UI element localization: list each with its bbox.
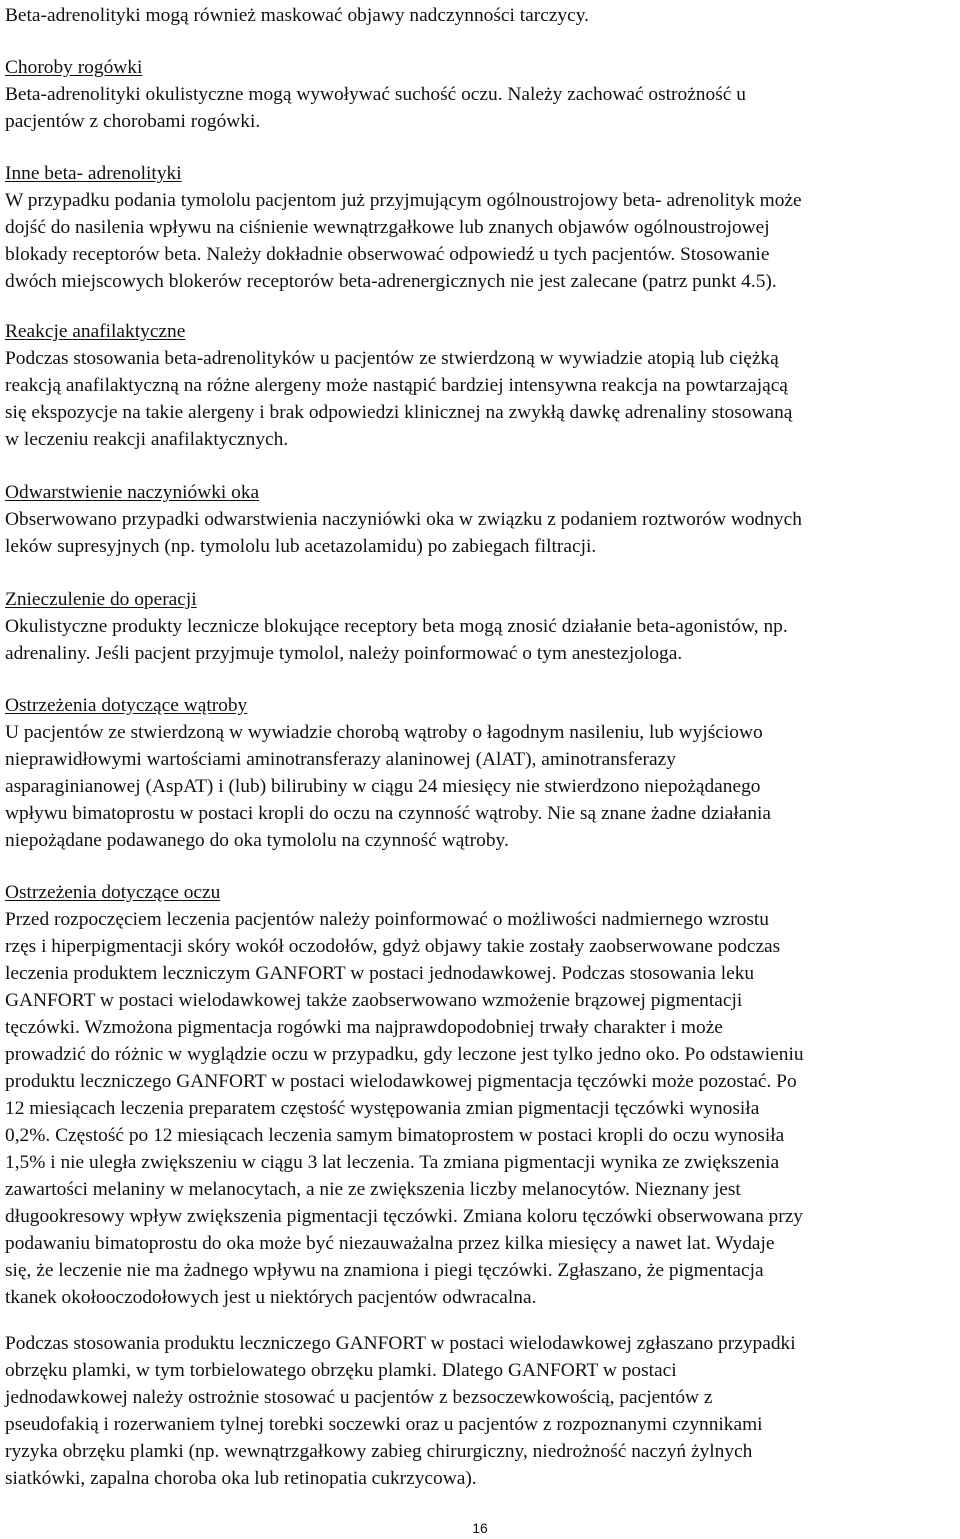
text-line: Beta-adrenolityki okulistyczne mogą wywoływać suchość oczu. Należy zachować ostrożność u: [5, 84, 746, 105]
section-znieczulenie-do-operacji: [5, 586, 788, 667]
text-line: GANFORT w postaci wielodawkowej także zaobserwowano wzmożenie brązowej pigmentacji: [5, 990, 743, 1011]
document-page: [5, 0, 960, 1539]
section-choroby-rogowki: [5, 54, 746, 135]
section-inne-beta-adrenolityki: [5, 160, 802, 295]
closing-paragraph: [5, 1330, 796, 1492]
text-line: długookresowy wpływ zwiększenia pigmentacji tęczówki. Zmiana koloru tęczówki obserwowana przy: [5, 1206, 803, 1227]
text-line: rzęs i hiperpigmentacji skóry wokół oczodołów, gdyż objawy takie zostały zaobserwowane podczas: [5, 936, 781, 957]
text-line: 1,5% i nie uległa zwiększeniu w ciągu 3 lat leczenia. Ta zmiana pigmentacji wynika ze zwiększenia: [5, 1152, 780, 1173]
text-line: wpływu bimatoprostu w postaci kropli do oczu na czynność wątroby. Nie są znane żadne działania: [5, 803, 772, 824]
text-line: 12 miesiącach leczenia preparatem częstość występowania zmian pigmentacji tęczówki wynosiła: [5, 1098, 760, 1119]
text-line: asparaginianowej (AspAT) i (lub) bilirubiny w ciągu 24 miesięcy nie stwierdzono niepożądanego: [5, 776, 761, 797]
text-line: U pacjentów ze stwierdzoną w wywiadzie chorobą wątroby o łagodnym nasileniu, lub wyjściowo: [5, 722, 763, 743]
section-odwarstwienie-naczyniowki: [5, 479, 802, 560]
text-line: Obserwowano przypadki odwarstwienia naczyniówki oka w związku z podaniem roztworów wodnych: [5, 509, 802, 530]
text-line: jednodawkowej należy ostrożnie stosować u pacjentów z bezsoczewkowością, pacjentów z: [5, 1387, 713, 1408]
text-line: zawartości melaniny w melanocytach, a nie ze zwiększenia liczby melanocytów. Nieznany jest: [5, 1179, 741, 1200]
text-line: leków supresyjnych (np. tymololu lub acetazolamidu) po zabiegach filtracji.: [5, 536, 597, 557]
text-line: Przed rozpoczęciem leczenia pacjentów należy poinformować o możliwości nadmiernego wzrostu: [5, 909, 769, 930]
page-number: 16: [472, 1520, 488, 1536]
text-line: siatkówki, zapalna choroba oka lub retinopatia cukrzycowa).: [5, 1468, 477, 1489]
section-ostrzezenia-watroby: [5, 692, 771, 854]
intro-paragraph: [5, 2, 589, 29]
text-line: produktu leczniczego GANFORT w postaci wielodawkowej pigmentacja tęczówki może pozostać. Po: [5, 1071, 797, 1092]
section-heading: Inne beta- adrenolityki: [5, 163, 182, 184]
text-line: W przypadku podania tymololu pacjentom już przyjmującym ogólnoustrojowy beta- adrenolityk może: [5, 190, 802, 211]
text-line: prowadzić do różnic w wyglądzie oczu w przypadku, gdy leczone jest tylko jedno oko. Po odstawieniu: [5, 1044, 804, 1065]
text-line: Podczas stosowania beta-adrenolityków u pacjentów ze stwierdzoną w wywiadzie atopią lub ciężką: [5, 348, 779, 369]
text-line: Okulistyczne produkty lecznicze blokujące receptory beta mogą znosić działanie beta-agonistów, np.: [5, 616, 788, 637]
text-line: się ekspozycje na takie alergeny i brak odpowiedzi klinicznej na zwykłą dawkę adrenaliny stosowaną: [5, 402, 793, 423]
text-line: Beta-adrenolityki mogą również maskować objawy nadczynności tarczycy.: [5, 5, 590, 26]
text-line: leczenia produktem leczniczym GANFORT w postaci jednodawkowej. Podczas stosowania leku: [5, 963, 755, 984]
text-line: ryzyka obrzęku plamki (np. wewnątrzgałkowy zabieg chirurgiczny, niedrożność naczyń żylnych: [5, 1441, 753, 1462]
text-line: tkanek okołooczodołowych jest u niektórych pacjentów odwracalna.: [5, 1287, 537, 1308]
section-reakcje-anafilaktyczne: [5, 318, 792, 453]
section-heading: Ostrzeżenia dotyczące oczu: [5, 882, 221, 903]
section-heading: Choroby rogówki: [5, 57, 143, 78]
text-line: pseudofakią i rozerwaniem tylnej torebki soczewki oraz u pacjentów z rozpoznanymi czynnikami: [5, 1414, 763, 1435]
text-line: Podczas stosowania produktu leczniczego GANFORT w postaci wielodawkowej zgłaszano przypadki: [5, 1333, 796, 1354]
text-line: dojść do nasilenia wpływu na ciśnienie wewnątrzgałkowe lub znanych objawów ogólnoustrojowej: [5, 217, 770, 238]
text-line: blokady receptorów beta. Należy dokładnie obserwować odpowiedź u tych pacjentów. Stosowanie: [5, 244, 770, 265]
text-line: pacjentów z chorobami rogówki.: [5, 111, 261, 132]
text-line: obrzęku plamki, w tym torbielowatego obrzęku plamki. Dlatego GANFORT w postaci: [5, 1360, 677, 1381]
text-line: reakcją anafilaktyczną na różne alergeny może nastąpić bardziej intensywna reakcja na powtarzającą: [5, 375, 788, 396]
text-line: 0,2%. Częstość po 12 miesiącach leczenia samym bimatoprostem w postaci kropli do oczu wynosiła: [5, 1125, 785, 1146]
section-heading: Znieczulenie do operacji: [5, 589, 197, 610]
text-line: nieprawidłowymi wartościami aminotransferazy alaninowej (AlAT), aminotransferazy: [5, 749, 676, 770]
section-heading: Ostrzeżenia dotyczące wątroby: [5, 695, 248, 716]
text-line: adrenaliny. Jeśli pacjent przyjmuje tymolol, należy poinformować o tym anestezjologa.: [5, 643, 683, 664]
text-line: w leczeniu reakcji anafilaktycznych.: [5, 429, 289, 450]
text-line: podawaniu bimatoprostu do oka może być niezauważalna przez kilka miesięcy a nawet lat. Wydaje: [5, 1233, 775, 1254]
text-line: niepożądane podawanego do oka tymololu na czynność wątroby.: [5, 830, 509, 851]
section-heading: Reakcje anafilaktyczne: [5, 321, 186, 342]
text-line: się, że leczenie nie ma żadnego wpływu na znamiona i piegi tęczówki. Zgłaszano, że pigmentacja: [5, 1260, 764, 1281]
section-ostrzezenia-oczu: [5, 879, 804, 1311]
section-heading: Odwarstwienie naczyniówki oka: [5, 482, 260, 503]
text-line: tęczówki. Wzmożona pigmentacja rogówki ma najprawdopodobniej trwały charakter i może: [5, 1017, 723, 1038]
text-line: dwóch miejscowych blokerów receptorów beta-adrenergicznych nie jest zalecane (patrz punkt 4.5).: [5, 271, 777, 292]
